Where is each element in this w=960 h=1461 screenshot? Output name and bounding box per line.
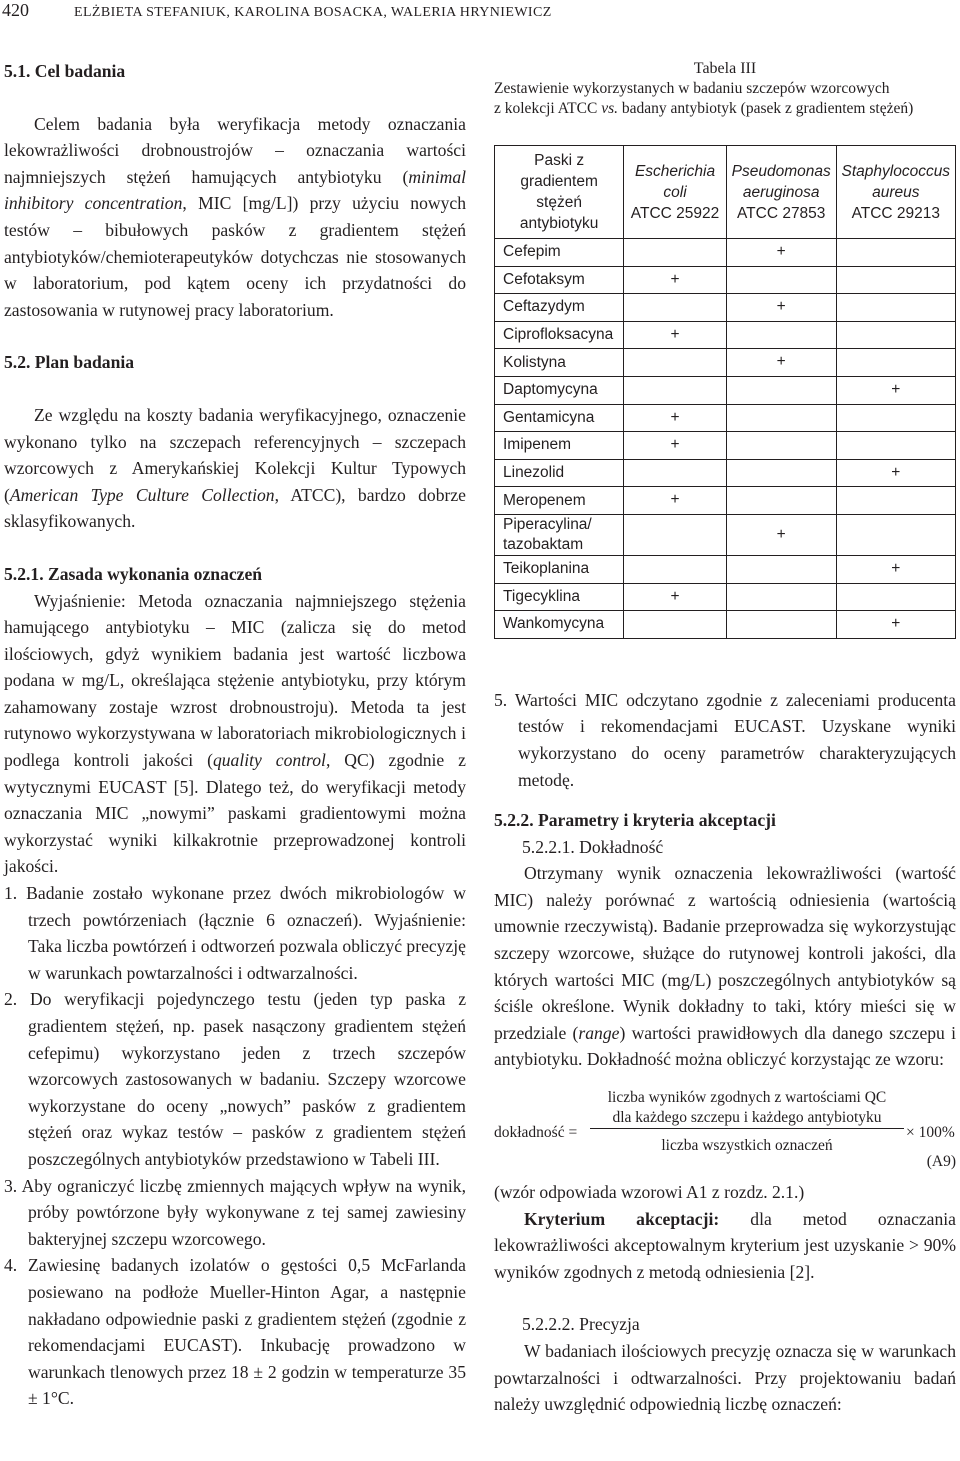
page-number: 420 (2, 0, 29, 20)
precision-paragraph: W badaniach ilościowych precyzję oznacza się w warunkach powtarzalności i odtwarzalności. Przy projektowaniu badań należy uwzględnić odpowiednią liczbę oznaczeń: (494, 1341, 956, 1415)
ecoli-mark (624, 459, 727, 487)
col-header-paeruginosa: Pseudomonas aeruginosa ATCC 27853 (726, 146, 836, 239)
saureus-mark: + (836, 376, 955, 404)
fraction-bar (590, 1128, 904, 1129)
saureus-mark (836, 487, 955, 515)
formula-denominator: liczba wszystkich oznaczeń (661, 1137, 833, 1155)
saureus-mark: + (836, 611, 955, 639)
accuracy-formula (494, 1083, 956, 1179)
ecoli-mark (624, 611, 727, 639)
formula-numerator-line2: dla każdego szczepu i każdego antybiotyku (612, 1109, 882, 1127)
table-row (495, 266, 956, 294)
antibiotic-name: Tigecyklina (495, 583, 624, 611)
table-row (495, 294, 956, 322)
table-row (495, 611, 956, 639)
section-5-2-1-paragraph: Wyjaśnienie: Metoda oznaczania najmniejszego stężenia hamującego antybiotyku – MIC (zalicza się do metod ilościowych, gdyż wynikiem badania jest wartość liczbowa podana w mg/L, określająca stężenie antybiotyku, przy którym zahamowany zostaje wzrost drobnoustroju). Metoda ta jest rutynowo wykorzystywana w laboratoriach mikrobiologicznych i podlega kontroli jakości (quality control, QC) zgodnie z wytycznymi EUCAST [5]. Dlatego też, do weryfikacji metody oznaczania MIC „nowymi” paskami gradientowymi można wykorzystać wyniki kilkakrotnie przeprowadzonej kontroli jakości. (4, 590, 466, 877)
strain-table (494, 145, 956, 639)
paeruginosa-mark (726, 611, 836, 639)
table-row (495, 487, 956, 515)
saureus-mark (836, 266, 955, 294)
col-header-strips: Paski z gradientem stężeń antybiotyku (495, 146, 624, 239)
saureus-mark: + (836, 555, 955, 583)
saureus-mark: + (836, 459, 955, 487)
paeruginosa-mark (726, 321, 836, 349)
antibiotic-name: Daptomycyna (495, 376, 624, 404)
antibiotic-name: Cefotaksym (495, 266, 624, 294)
table-row (495, 404, 956, 432)
section-5-1-heading: 5.1. Cel badania (4, 61, 126, 81)
paeruginosa-mark (726, 376, 836, 404)
table-row (495, 583, 956, 611)
antibiotic-name: Ciprofloksacyna (495, 321, 624, 349)
section-5-1-paragraph: Celem badania była weryfikacja metody oznaczania lekowrażliwości drobnoustrojów – oznaczania wartości najmniejszych stężeń hamujących antybiotyku (minimal inhibitory concentration, MIC [mg/L]) przy użyciu nowych testów – bibułowych pasków z gradientem stężeń antybiotyków/chemioterapeutyków dotychczas nie stosowanych w laboratorium, pod kątem oceny ich przydatności do zastosowania w rutynowej pracy laboratorium. (4, 113, 467, 320)
table-body (495, 239, 956, 639)
paeruginosa-mark (726, 266, 836, 294)
section-5-2-heading: 5.2. Plan badania (4, 352, 135, 373)
section-5-2-2-1-heading: 5.2.2.1. Dokładność (522, 836, 664, 857)
paeruginosa-mark (726, 487, 836, 515)
table-row (495, 432, 956, 460)
paeruginosa-mark (726, 555, 836, 583)
list-item-4: 4. Zawiesinę badanych izolatów o gęstości 0,5 McFarlanda posiewano na podłoże Mueller-Hinton Agar, a następnie nakładano odpowiednie paski z gradientem stężeń (zgodnie z rekomendacjami EUCAST). Inkubację prowadzono w warunkach tlenowych przez 18 ± 2 godzin w temperaturze 35 ± 1°C. (4, 1255, 466, 1409)
antibiotic-name: Wankomycyna (495, 611, 624, 639)
saureus-mark (836, 349, 955, 377)
paeruginosa-mark: + (726, 349, 836, 377)
table-row (495, 349, 956, 377)
saureus-mark (836, 514, 955, 555)
criterion-paragraph: Kryterium akceptacji: dla metod oznaczania lekowrażliwości akceptowalnym kryterium jest uzyskanie > 90% wyników zgodnych z metodą odniesienia [2]. (494, 1208, 956, 1282)
formula-note: (wzór odpowiada wzorowi A1 z rozdz. 2.1.) (494, 1182, 805, 1203)
left-column (4, 58, 466, 1412)
antibiotic-name: Kolistyna (495, 349, 624, 377)
table-row (495, 376, 956, 404)
running-header (2, 0, 552, 21)
table-row (495, 239, 956, 267)
ecoli-mark: + (624, 404, 727, 432)
ecoli-mark: + (624, 583, 727, 611)
saureus-mark (836, 583, 955, 611)
ecoli-mark: + (624, 321, 727, 349)
formula-lhs: dokładność = (494, 1124, 578, 1142)
formula-numerator-line1: liczba wyników zgodnych z wartościami QC (607, 1089, 887, 1107)
section-5-2-2-2-heading: 5.2.2.2. Precyzja (522, 1314, 640, 1335)
section-5-2-2-heading: 5.2.2. Parametry i kryteria akceptacji (494, 810, 776, 831)
list-item-5: 5. Wartości MIC odczytano zgodnie z zaleceniami producenta testów i rekomendacjami EUCAST. Uzyskane wyniki wykorzystano do oceny parametrów charakteryzujących metodę. (494, 689, 956, 790)
antibiotic-name: Cefepim (495, 239, 624, 267)
table-title: Tabela III (693, 60, 757, 77)
ecoli-mark (624, 294, 727, 322)
paeruginosa-mark: + (726, 514, 836, 555)
table-row (495, 459, 956, 487)
table-row (495, 321, 956, 349)
antibiotic-name: Linezolid (495, 459, 624, 487)
table-row (495, 555, 956, 583)
paeruginosa-mark (726, 404, 836, 432)
paeruginosa-mark (726, 432, 836, 460)
right-column (494, 58, 956, 1418)
saureus-mark (836, 404, 955, 432)
list-item-2: 2. Do weryfikacji pojedynczego testu (jeden typ paska z gradientem stężeń, np. pasek nasączony gradientem stężeń cefepimu) wykorzystano jeden z trzech szczepów wzorcowych zastosowanych w badaniu. Szczepy wzorcowe wykorzystane do oceny „nowych” pasków z gradientem stężeń oraz wykaz testów – pasków z gradientem stężeń poszczególnych antybiotyków przedstawiono w Tabeli III. (4, 989, 466, 1169)
table-row (495, 514, 956, 555)
authors: ELŻBIETA STEFANIUK, KAROLINA BOSACKA, WALERIA HRYNIEWICZ (74, 5, 552, 20)
ecoli-mark (624, 349, 727, 377)
accuracy-paragraph: Otrzymany wynik oznaczenia lekowrażliwości (wartość MIC) należy porównać z wartością odniesienia (wartością umownie rzeczywistą). Badanie przeprowadza się wykorzystując szczepy wzorcowe, służące do rutynowej kontroli jakości, dla których wartości MIC (mg/L) poszczególnych antybiotyków są ściśle określone. Wynik dokładny to taki, który mieści się w przedziale (range) wartości prawidłowych dla danego szczepu i antybiotyku. Dokładność można obliczyć korzystając ze wzoru: (494, 863, 957, 1070)
ecoli-mark (624, 555, 727, 583)
formula-tag: (A9) (926, 1153, 956, 1171)
table-caption-line1: Zestawienie wykorzystanych w badaniu szczepów wzorcowych (494, 80, 890, 97)
formula-rhs: × 100% (906, 1124, 955, 1142)
ecoli-mark: + (624, 266, 727, 294)
table-header-row (495, 146, 956, 239)
saureus-mark (836, 432, 955, 460)
table-caption (494, 58, 956, 119)
list-item-1: 1. Badanie zostało wykonane przez dwóch mikrobiologów w trzech powtórzeniach (łącznie 6 oznaczeń). Wyjaśnienie: Taka liczba powtórzeń i odtworzeń pozwala obliczyć precyzję w warunkach powtarzalności i odtwarzalności. (4, 883, 466, 983)
col-header-ecoli: Escherichia coli ATCC 25922 (624, 146, 727, 239)
paeruginosa-mark: + (726, 294, 836, 322)
paeruginosa-mark (726, 583, 836, 611)
ecoli-mark: + (624, 432, 727, 460)
col-header-saureus: Staphylococcus aureus ATCC 29213 (836, 146, 955, 239)
antibiotic-name: Meropenem (495, 487, 624, 515)
ecoli-mark (624, 376, 727, 404)
section-5-2-1-heading: 5.2.1. Zasada wykonania oznaczeń (4, 563, 263, 584)
antibiotic-name: Piperacylina/ tazobaktam (495, 514, 624, 555)
saureus-mark (836, 321, 955, 349)
list-item-3: 3. Aby ograniczyć liczbę zmiennych mających wpływ na wynik, próby powtórzone były wykonywane z tej samej zawiesiny bakteryjnej szczepu wzorcowego. (4, 1175, 466, 1249)
paeruginosa-mark (726, 459, 836, 487)
antibiotic-name: Gentamicyna (495, 404, 624, 432)
paeruginosa-mark: + (726, 239, 836, 267)
section-5-2-paragraph: Ze względu na koszty badania weryfikacyjnego, oznaczenie wykonano tylko na szczepach referencyjnych – szczepach wzorcowych z Amerykańskiej Kolekcji Kultur Typowych (American Type Culture Collection, ATCC), bardzo dobrze sklasyfikowanych. (4, 404, 466, 532)
ecoli-mark: + (624, 487, 727, 515)
ecoli-mark (624, 514, 727, 555)
antibiotic-name: Imipenem (495, 432, 624, 460)
antibiotic-name: Teikoplanina (495, 555, 624, 583)
antibiotic-name: Ceftazydym (495, 294, 624, 322)
table-caption-line2: z kolekcji ATCC vs. badany antybiotyk (pasek z gradientem stężeń) (494, 100, 914, 117)
ecoli-mark (624, 239, 727, 267)
saureus-mark (836, 294, 955, 322)
saureus-mark (836, 239, 955, 267)
